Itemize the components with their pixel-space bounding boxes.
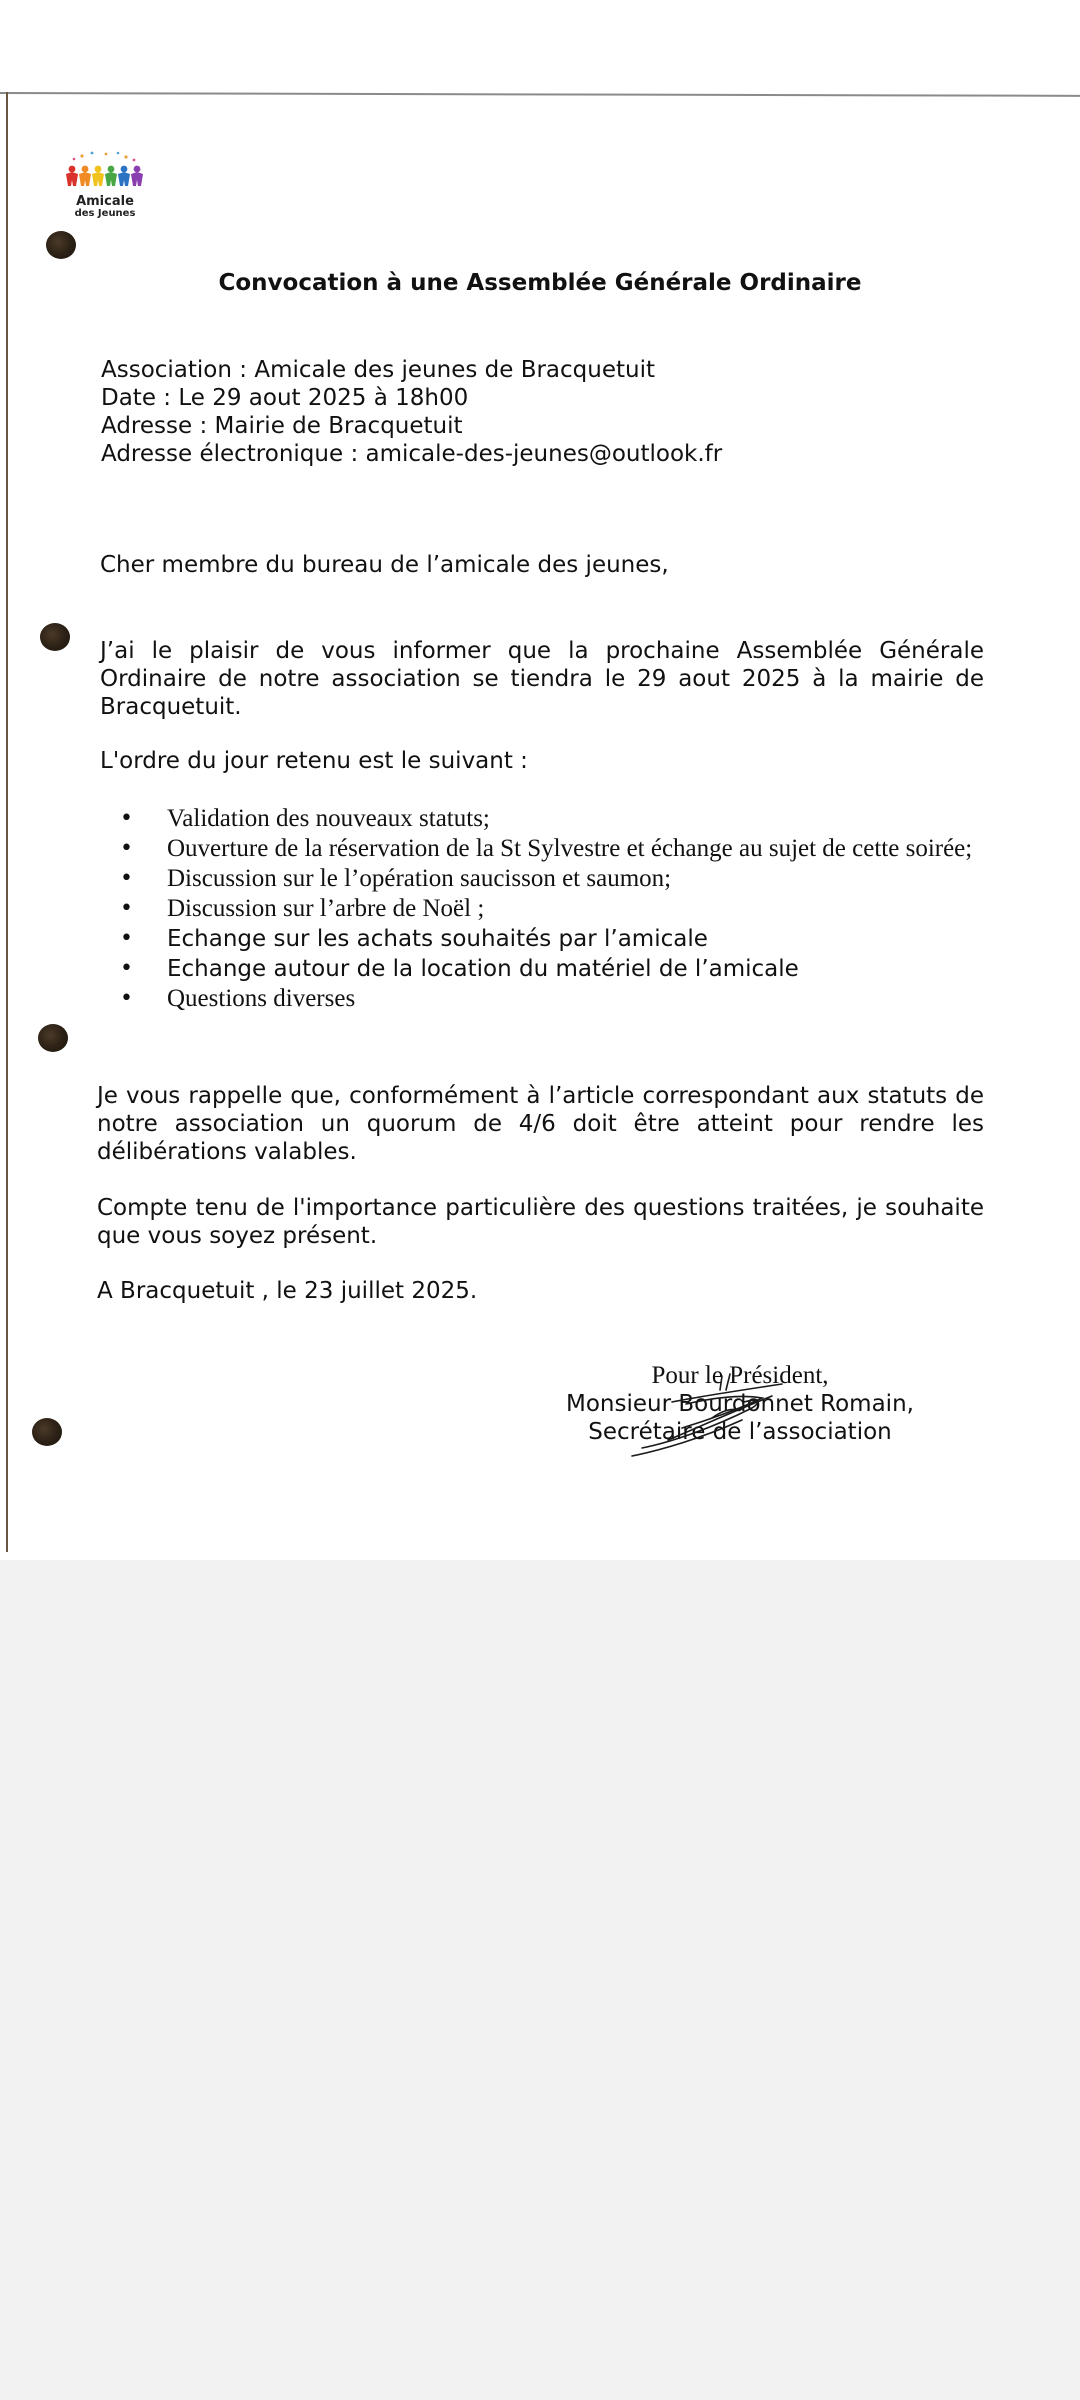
- punch-hole-2: [40, 623, 70, 651]
- punch-hole-3: [38, 1024, 68, 1052]
- agenda-item: • Echange autour de la location du matériel de l’amicale: [116, 954, 996, 984]
- agenda-item: • Questions diverses: [116, 984, 996, 1014]
- punch-hole-1: [46, 231, 76, 259]
- amicale-logo: [62, 150, 148, 230]
- punch-hole-4: [32, 1418, 62, 1446]
- logo-line-2: des Jeunes: [74, 208, 136, 219]
- agenda-item: • Validation des nouveaux statuts;: [116, 804, 996, 834]
- document-title: Convocation à une Assemblée Générale Ordinaire: [218, 270, 862, 296]
- page-top-edge: [0, 92, 1080, 97]
- agenda-item: • Discussion sur le l’opération saucisson et saumon;: [116, 864, 996, 894]
- agenda-intro: L'ordre du jour retenu est le suivant :: [100, 748, 528, 774]
- signature-line-3: Secrétaire de l’association: [588, 1419, 892, 1445]
- quorum-paragraph: Je vous rappelle que, conformément à l’article correspondant aux statuts de notre association un quorum de 4/6 doit être atteint pour rendre les délibérations valables.: [97, 1083, 984, 1165]
- agenda-item: • Ouverture de la réservation de la St Sylvestre et échange au sujet de cette soirée;: [116, 834, 996, 864]
- intro-paragraph: J’ai le plaisir de vous informer que la prochaine Assemblée Générale Ordinaire de notre association se tiendra le 29 aout 2025 à la mairie de Bracquetuit.: [100, 638, 984, 720]
- logo-line-1: Amicale: [76, 194, 134, 209]
- info-email: Adresse électronique : amicale-des-jeunes@outlook.fr: [101, 441, 723, 467]
- meeting-info-block: [101, 356, 722, 468]
- info-date: Date : Le 29 aout 2025 à 18h00: [101, 385, 469, 411]
- people-logo-icon: [62, 150, 148, 196]
- info-address: Adresse : Mairie de Bracquetuit: [101, 413, 463, 439]
- signature-line-2: Monsieur Bourdonnet Romain,: [566, 1391, 914, 1417]
- importance-paragraph: Compte tenu de l'importance particulière des questions traitées, je souhaite que vous soyez présent.: [97, 1195, 984, 1249]
- place-date: A Bracquetuit , le 23 juillet 2025.: [97, 1278, 478, 1304]
- page-top-margin: [0, 0, 1080, 92]
- handwritten-signature: [612, 1368, 812, 1458]
- agenda-list: [116, 804, 996, 1014]
- agenda-item: • Echange sur les achats souhaités par l’amicale: [116, 924, 996, 954]
- logo-text: [62, 196, 148, 220]
- greeting: Cher membre du bureau de l’amicale des jeunes,: [100, 552, 669, 578]
- info-association: Association : Amicale des jeunes de Bracquetuit: [101, 357, 655, 383]
- page-left-edge: [6, 92, 8, 1552]
- agenda-item: • Discussion sur l’arbre de Noël ;: [116, 894, 996, 924]
- signature-line-1: Pour le Président,: [651, 1362, 829, 1389]
